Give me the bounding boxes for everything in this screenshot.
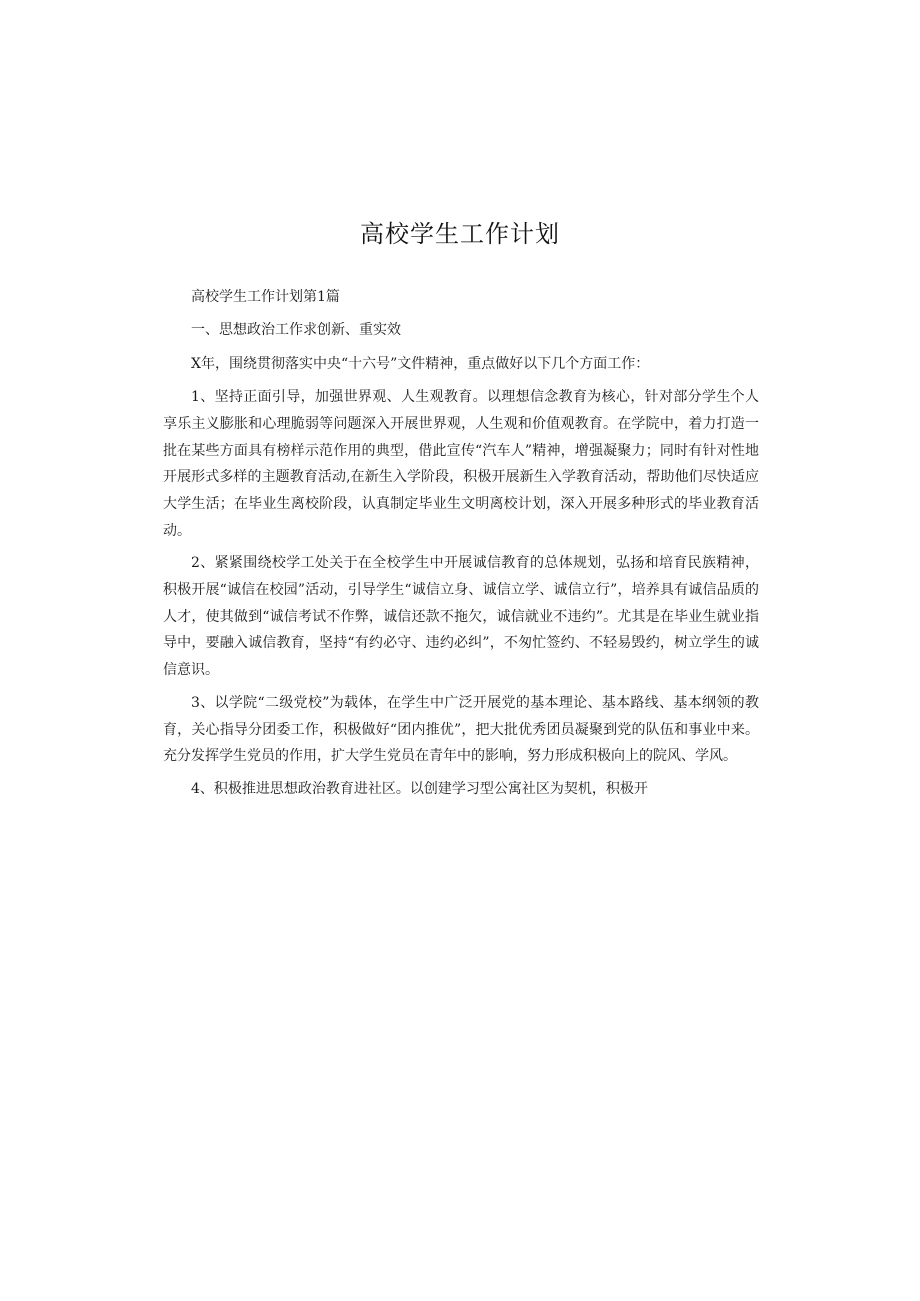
document-body <box>163 284 759 809</box>
paragraph-4: 4、积极推进思想政治教育进社区。以创建学习型公寓社区为契机，积极开 <box>191 780 648 797</box>
paragraph-3: 3、以学院“二级党校”为载体，在学生中广泛开展党的基本理论、基本路线、基本纲领的教育，关心指导分团委工作，积极做好“团内推优”，把大批优秀团员凝聚到党的队伍和事业中来。充分发挥学生党员的作用，扩大学生党员在青年中的影响，努力形成积极向上的院风、学风。 <box>163 694 759 765</box>
paragraph-2: 2、紧紧围绕校学工处关于在全校学生中开展诚信教育的总体规划，弘扬和培育民族精神，积极开展“诚信在校园”活动，引导学生“诚信立身、诚信立学、诚信立行”，培养具有诚信品质的人才，使其做到“诚信考试不作弊，诚信还款不拖欠，诚信就业不违约”。尤其是在毕业生就业指导中，要融入诚信教育，坚持“有约必守、违约必纠”，不匆忙签约、不轻易毁约，树立学生的诚信意识。 <box>163 555 759 679</box>
document-title: 高校学生工作计划 <box>360 220 560 248</box>
intro-paragraph: X年，围绕贯彻落实中央“十六号”文件精神，重点做好以下几个方面工作： <box>191 356 650 373</box>
section-heading: 一、思想政治工作求创新、重实效 <box>191 321 401 338</box>
document-subtitle: 高校学生工作计划第1篇 <box>191 289 340 305</box>
paragraph-1: 1、坚持正面引导，加强世界观、人生观教育。以理想信念教育为核心，针对部分学生个人享乐主义膨胀和心理脆弱等问题深入开展世界观，人生观和价值观教育。在学院中，着力打造一批在某些方面具有榜样示范作用的典型，借此宣传“汽车人”精神，增强凝聚力；同时有针对性地开展形式多样的主题教育活动,在新生入学阶段，积极开展新生入学教育活动，帮助他们尽快适应大学生活；在毕业生离校阶段，认真制定毕业生文明离校计划，深入开展多种形式的毕业教育活动。 <box>163 389 759 539</box>
